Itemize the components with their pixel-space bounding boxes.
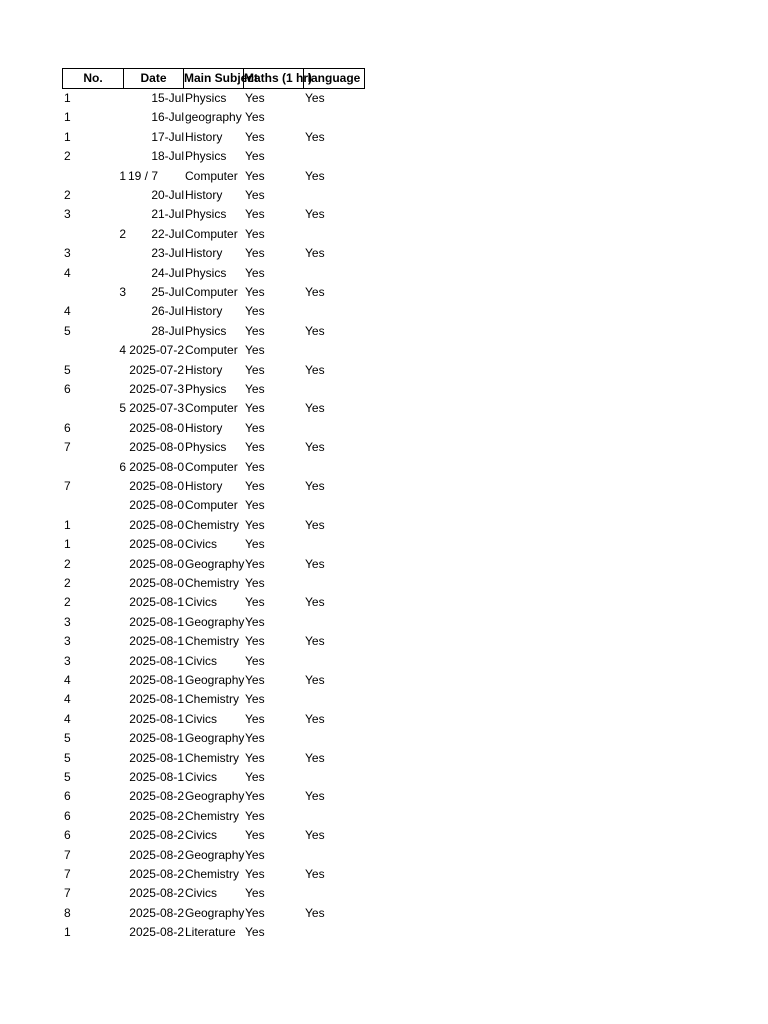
- cell-maths[interactable]: Yes: [245, 246, 265, 261]
- cell-language[interactable]: [305, 884, 365, 903]
- cell-date[interactable]: 24-Jul: [151, 265, 184, 280]
- header-language[interactable]: [303, 68, 365, 89]
- cell-subject[interactable]: Chemistry: [185, 808, 240, 823]
- cell-subject[interactable]: History: [185, 362, 223, 377]
- cell-no[interactable]: 8: [64, 905, 71, 920]
- cell-subject[interactable]: Physics: [185, 207, 227, 222]
- cell-subject[interactable]: Chemistry: [185, 750, 240, 765]
- cell-maths[interactable]: Yes: [245, 750, 265, 765]
- cell-maths[interactable]: Yes: [245, 905, 265, 920]
- table-row[interactable]: [62, 768, 372, 787]
- cell-language[interactable]: [305, 264, 365, 283]
- header-main-subject-label: Main Subject: [184, 71, 259, 85]
- cell-maths[interactable]: Yes: [245, 653, 265, 668]
- cell-no-alt[interactable]: 3: [119, 285, 126, 299]
- cell-no[interactable]: 2: [64, 595, 71, 610]
- cell-no[interactable]: [64, 458, 122, 477]
- cell-no-alt[interactable]: 1: [119, 168, 126, 183]
- cell-maths[interactable]: Yes: [245, 401, 265, 416]
- cell-subject[interactable]: History: [185, 420, 223, 435]
- header-no[interactable]: [62, 68, 124, 89]
- header-maths[interactable]: [243, 68, 313, 89]
- cell-maths[interactable]: Yes: [245, 304, 265, 319]
- cell-date[interactable]: 2025-07-3: [129, 401, 184, 416]
- table-row[interactable]: [62, 205, 372, 224]
- table-row[interactable]: [62, 671, 372, 690]
- cell-maths[interactable]: Yes: [245, 188, 265, 202]
- cell-no[interactable]: 1: [64, 91, 71, 105]
- cell-no[interactable]: 6: [64, 789, 71, 804]
- cell-language[interactable]: Yes: [305, 789, 325, 804]
- cell-date[interactable]: 21-Jul: [151, 207, 184, 222]
- cell-date[interactable]: 2025-07-2: [129, 343, 184, 358]
- cell-subject[interactable]: Geography: [185, 556, 245, 571]
- cell-no[interactable]: 6: [64, 382, 71, 396]
- header-main-subject[interactable]: [183, 68, 259, 89]
- cell-no[interactable]: 1: [64, 517, 71, 532]
- cell-no[interactable]: 4: [64, 692, 71, 707]
- cell-language[interactable]: [305, 729, 365, 748]
- cell-language[interactable]: Yes: [305, 595, 325, 610]
- cell-language[interactable]: Yes: [305, 711, 325, 726]
- table-row[interactable]: [62, 690, 372, 709]
- cell-no[interactable]: [64, 167, 122, 186]
- cell-date[interactable]: 19 / 7: [128, 168, 159, 183]
- cell-date[interactable]: 2025-08-1: [129, 750, 184, 765]
- cell-language[interactable]: [305, 690, 365, 709]
- cell-no[interactable]: 6: [64, 808, 71, 823]
- cell-date[interactable]: 2025-08-0: [129, 440, 184, 455]
- cell-no[interactable]: 6: [64, 420, 71, 435]
- table-row[interactable]: [62, 380, 372, 399]
- cell-date[interactable]: 2025-08-1: [129, 692, 184, 707]
- cell-no[interactable]: 5: [64, 750, 71, 765]
- table-row[interactable]: [62, 904, 372, 923]
- table-row[interactable]: [62, 652, 372, 671]
- cell-language[interactable]: Yes: [305, 673, 325, 687]
- cell-no[interactable]: 5: [64, 323, 71, 338]
- cell-date[interactable]: 2025-07-3: [129, 382, 184, 396]
- cell-date[interactable]: 2025-07-2: [129, 362, 184, 377]
- table-row[interactable]: [62, 108, 372, 127]
- cell-language[interactable]: [305, 768, 365, 787]
- cell-no[interactable]: 1: [64, 925, 71, 940]
- cell-no[interactable]: 1: [64, 537, 71, 552]
- cell-language[interactable]: [305, 846, 365, 865]
- cell-no[interactable]: 3: [64, 653, 71, 668]
- table-row[interactable]: [62, 322, 372, 341]
- header-maths-label: Maths (1 hr): [244, 71, 313, 85]
- table-row[interactable]: [62, 535, 372, 554]
- cell-date[interactable]: 2025-08-1: [129, 614, 184, 629]
- cell-subject[interactable]: Civics: [185, 653, 217, 668]
- cell-no[interactable]: 2: [64, 149, 71, 164]
- cell-subject[interactable]: Geography: [185, 731, 245, 746]
- table-row[interactable]: [62, 807, 372, 826]
- cell-no-alt[interactable]: 2: [119, 226, 126, 241]
- cell-language[interactable]: [305, 380, 365, 399]
- cell-maths[interactable]: Yes: [245, 517, 265, 532]
- cell-subject[interactable]: Computer: [185, 498, 238, 513]
- cell-date[interactable]: 28-Jul: [151, 323, 184, 338]
- cell-subject[interactable]: Civics: [185, 770, 217, 784]
- cell-maths[interactable]: Yes: [245, 459, 265, 474]
- table-row[interactable]: [62, 302, 372, 321]
- table-row[interactable]: [62, 923, 372, 942]
- cell-no[interactable]: 5: [64, 770, 71, 784]
- table-row[interactable]: [62, 458, 372, 477]
- cell-language[interactable]: Yes: [305, 750, 325, 765]
- cell-language[interactable]: Yes: [305, 479, 325, 493]
- cell-subject[interactable]: Computer: [185, 285, 238, 299]
- cell-maths[interactable]: Yes: [245, 556, 265, 571]
- cell-no[interactable]: 2: [64, 576, 71, 590]
- cell-subject[interactable]: Physics: [185, 382, 227, 396]
- cell-no[interactable]: 4: [64, 265, 71, 280]
- cell-subject[interactable]: geography: [185, 110, 242, 125]
- cell-language[interactable]: Yes: [305, 517, 325, 532]
- cell-subject[interactable]: History: [185, 246, 223, 261]
- table-row[interactable]: [62, 884, 372, 903]
- cell-maths[interactable]: Yes: [245, 362, 265, 377]
- header-date-label: Date: [140, 71, 167, 85]
- cell-no[interactable]: 1: [64, 129, 71, 144]
- cell-maths[interactable]: Yes: [245, 110, 265, 125]
- table-row[interactable]: [62, 264, 372, 283]
- cell-subject[interactable]: Computer: [185, 401, 238, 416]
- cell-maths[interactable]: Yes: [245, 91, 265, 105]
- cell-language[interactable]: Yes: [305, 246, 325, 261]
- cell-date[interactable]: 2025-08-2: [129, 808, 184, 823]
- cell-no[interactable]: 7: [64, 440, 71, 455]
- cell-maths[interactable]: Yes: [245, 440, 265, 455]
- table-row[interactable]: [62, 477, 372, 496]
- cell-maths[interactable]: Yes: [245, 323, 265, 338]
- cell-maths[interactable]: Yes: [245, 711, 265, 726]
- cell-subject[interactable]: Physics: [185, 149, 227, 164]
- cell-maths[interactable]: Yes: [245, 343, 265, 358]
- cell-language[interactable]: [305, 186, 365, 205]
- cell-maths[interactable]: Yes: [245, 925, 265, 940]
- cell-maths[interactable]: Yes: [245, 420, 265, 435]
- cell-subject[interactable]: History: [185, 304, 223, 319]
- table-row[interactable]: [62, 710, 372, 729]
- cell-language[interactable]: [305, 341, 365, 360]
- cell-language[interactable]: Yes: [305, 634, 325, 649]
- cell-subject[interactable]: Literature: [185, 925, 236, 940]
- cell-subject[interactable]: Computer: [185, 226, 238, 241]
- cell-subject[interactable]: History: [185, 188, 223, 202]
- cell-no[interactable]: 4: [64, 673, 71, 687]
- cell-language[interactable]: Yes: [305, 362, 325, 377]
- cell-subject[interactable]: Computer: [185, 343, 238, 358]
- cell-no[interactable]: 3: [64, 207, 71, 222]
- table-row[interactable]: [62, 399, 372, 418]
- table-row[interactable]: [62, 593, 372, 612]
- cell-date[interactable]: 2025-08-1: [129, 653, 184, 668]
- cell-date[interactable]: 2025-08-2: [129, 847, 184, 862]
- cell-no-alt[interactable]: 4: [119, 343, 126, 358]
- table-row[interactable]: [62, 244, 372, 263]
- cell-date[interactable]: 20-Jul: [151, 188, 184, 202]
- cell-date[interactable]: 23-Jul: [151, 246, 184, 261]
- cell-no[interactable]: 2: [64, 188, 71, 202]
- cell-subject[interactable]: Physics: [185, 91, 227, 105]
- cell-language[interactable]: [305, 496, 365, 515]
- cell-language[interactable]: Yes: [305, 905, 325, 920]
- cell-language[interactable]: [305, 652, 365, 671]
- table-row[interactable]: [62, 632, 372, 651]
- table-row[interactable]: [62, 147, 372, 166]
- cell-date[interactable]: 2025-08-0: [129, 459, 184, 474]
- cell-date[interactable]: 2025-08-1: [129, 770, 184, 784]
- table-row[interactable]: [62, 749, 372, 768]
- cell-language[interactable]: [305, 108, 365, 127]
- cell-language[interactable]: Yes: [305, 323, 325, 338]
- cell-language[interactable]: Yes: [305, 168, 325, 183]
- cell-no[interactable]: 1: [64, 110, 71, 125]
- table-row[interactable]: [62, 787, 372, 806]
- table-row[interactable]: [62, 613, 372, 632]
- cell-subject[interactable]: Geography: [185, 789, 245, 804]
- cell-subject[interactable]: Geography: [185, 614, 245, 629]
- table-row[interactable]: [62, 574, 372, 593]
- cell-date[interactable]: 2025-08-2: [129, 886, 184, 901]
- cell-date[interactable]: 2025-08-2: [129, 867, 184, 881]
- cell-maths[interactable]: Yes: [245, 847, 265, 862]
- cell-no[interactable]: 7: [64, 886, 71, 901]
- cell-maths[interactable]: Yes: [245, 382, 265, 396]
- cell-date[interactable]: 2025-08-1: [129, 731, 184, 746]
- cell-date[interactable]: 22-Jul: [151, 226, 184, 241]
- cell-language[interactable]: Yes: [305, 207, 325, 222]
- cell-no[interactable]: [64, 283, 122, 302]
- cell-no[interactable]: 4: [64, 711, 71, 726]
- cell-date[interactable]: 2025-08-0: [129, 498, 184, 513]
- cell-maths[interactable]: Yes: [245, 867, 265, 881]
- cell-no[interactable]: [64, 496, 122, 515]
- cell-maths[interactable]: Yes: [245, 479, 265, 493]
- cell-date[interactable]: 16-Jul: [151, 110, 184, 125]
- cell-date[interactable]: 2025-08-2: [129, 925, 184, 940]
- cell-maths[interactable]: Yes: [245, 129, 265, 144]
- cell-date[interactable]: 2025-08-1: [129, 634, 184, 649]
- header-no-label: No.: [83, 71, 103, 85]
- cell-maths[interactable]: Yes: [245, 789, 265, 804]
- cell-date[interactable]: 2025-08-0: [129, 537, 184, 552]
- cell-date[interactable]: 2025-08-1: [129, 595, 184, 610]
- cell-language[interactable]: Yes: [305, 440, 325, 455]
- cell-maths[interactable]: Yes: [245, 168, 265, 183]
- cell-language[interactable]: Yes: [305, 828, 325, 843]
- cell-subject[interactable]: Chemistry: [185, 517, 240, 532]
- cell-maths[interactable]: Yes: [245, 808, 265, 823]
- cell-no[interactable]: 7: [64, 479, 71, 493]
- table-row[interactable]: [62, 89, 372, 108]
- table-row[interactable]: [62, 516, 372, 535]
- table-row[interactable]: [62, 438, 372, 457]
- cell-language[interactable]: Yes: [305, 285, 325, 299]
- cell-date[interactable]: 2025-08-2: [129, 905, 184, 920]
- cell-no[interactable]: 6: [64, 828, 71, 843]
- cell-no[interactable]: 7: [64, 867, 71, 881]
- cell-language[interactable]: [305, 419, 365, 438]
- cell-subject[interactable]: Geography: [185, 847, 245, 862]
- cell-subject[interactable]: Chemistry: [185, 867, 240, 881]
- cell-subject[interactable]: Civics: [185, 595, 217, 610]
- cell-maths[interactable]: Yes: [245, 634, 265, 649]
- table-row[interactable]: [62, 225, 372, 244]
- cell-date[interactable]: 18-Jul: [151, 149, 184, 164]
- cell-language[interactable]: [305, 458, 365, 477]
- cell-date[interactable]: 2025-08-0: [129, 556, 184, 571]
- cell-subject[interactable]: Civics: [185, 828, 217, 843]
- cell-date[interactable]: 2025-08-1: [129, 711, 184, 726]
- cell-maths[interactable]: Yes: [245, 731, 265, 746]
- cell-date[interactable]: 2025-08-0: [129, 420, 184, 435]
- table-row[interactable]: [62, 128, 372, 147]
- cell-subject[interactable]: History: [185, 129, 223, 144]
- cell-no-alt[interactable]: 6: [119, 459, 126, 474]
- cell-maths[interactable]: Yes: [245, 614, 265, 629]
- cell-no[interactable]: 3: [64, 634, 71, 649]
- cell-no[interactable]: 5: [64, 362, 71, 377]
- cell-date[interactable]: 15-Jul: [151, 91, 184, 105]
- cell-language[interactable]: [305, 807, 365, 826]
- cell-subject[interactable]: Chemistry: [185, 692, 240, 707]
- table-row[interactable]: [62, 167, 372, 186]
- table-row[interactable]: [62, 419, 372, 438]
- cell-no-alt[interactable]: 5: [119, 401, 126, 416]
- cell-language[interactable]: Yes: [305, 867, 325, 881]
- cell-subject[interactable]: Geography: [185, 673, 245, 687]
- cell-date[interactable]: 2025-08-2: [129, 789, 184, 804]
- cell-subject[interactable]: Computer: [185, 168, 238, 183]
- cell-maths[interactable]: Yes: [245, 149, 265, 164]
- cell-maths[interactable]: Yes: [245, 595, 265, 610]
- table-row[interactable]: [62, 729, 372, 748]
- cell-subject[interactable]: Civics: [185, 537, 217, 552]
- cell-language[interactable]: [305, 923, 365, 942]
- cell-subject[interactable]: Civics: [185, 711, 217, 726]
- cell-subject[interactable]: Chemistry: [185, 576, 240, 590]
- cell-no[interactable]: 4: [64, 304, 71, 319]
- cell-date[interactable]: 25-Jul: [151, 285, 184, 299]
- cell-no[interactable]: [64, 341, 122, 360]
- cell-date[interactable]: 2025-08-2: [129, 828, 184, 843]
- cell-language[interactable]: Yes: [305, 556, 325, 571]
- table-row[interactable]: [62, 826, 372, 845]
- cell-date[interactable]: 26-Jul: [151, 304, 184, 319]
- cell-date[interactable]: 2025-08-0: [129, 517, 184, 532]
- cell-maths[interactable]: Yes: [245, 498, 265, 513]
- cell-date[interactable]: 17-Jul: [151, 129, 184, 144]
- cell-language[interactable]: [305, 535, 365, 554]
- cell-language[interactable]: [305, 613, 365, 632]
- table-row[interactable]: [62, 341, 372, 360]
- cell-maths[interactable]: Yes: [245, 886, 265, 901]
- cell-maths[interactable]: Yes: [245, 265, 265, 280]
- cell-no[interactable]: 7: [64, 847, 71, 862]
- table-row[interactable]: [62, 555, 372, 574]
- cell-maths[interactable]: Yes: [245, 576, 265, 590]
- cell-no[interactable]: 2: [64, 556, 71, 571]
- cell-date[interactable]: 2025-08-1: [129, 673, 184, 687]
- cell-subject[interactable]: Computer: [185, 459, 238, 474]
- cell-maths[interactable]: Yes: [245, 207, 265, 222]
- cell-no[interactable]: [64, 399, 122, 418]
- table-row[interactable]: [62, 865, 372, 884]
- cell-language[interactable]: Yes: [305, 91, 325, 105]
- cell-subject[interactable]: Chemistry: [185, 634, 240, 649]
- cell-maths[interactable]: Yes: [245, 226, 265, 241]
- cell-maths[interactable]: Yes: [245, 537, 265, 552]
- cell-maths[interactable]: Yes: [245, 673, 265, 687]
- cell-no[interactable]: [64, 225, 122, 244]
- cell-language[interactable]: [305, 302, 365, 321]
- cell-no[interactable]: 3: [64, 614, 71, 629]
- cell-no[interactable]: 5: [64, 731, 71, 746]
- cell-maths[interactable]: Yes: [245, 285, 265, 299]
- table-row[interactable]: [62, 283, 372, 302]
- cell-subject[interactable]: Physics: [185, 265, 227, 280]
- cell-subject[interactable]: Physics: [185, 440, 227, 455]
- cell-subject[interactable]: Geography: [185, 905, 245, 920]
- cell-maths[interactable]: Yes: [245, 692, 265, 707]
- cell-maths[interactable]: Yes: [245, 828, 265, 843]
- cell-no[interactable]: 3: [64, 246, 71, 261]
- cell-subject[interactable]: Civics: [185, 886, 217, 901]
- table-row[interactable]: [62, 496, 372, 515]
- cell-language[interactable]: Yes: [305, 401, 325, 416]
- cell-date[interactable]: 2025-08-0: [129, 479, 184, 493]
- cell-maths[interactable]: Yes: [245, 770, 265, 784]
- cell-subject[interactable]: Physics: [185, 323, 227, 338]
- header-language-label: language: [307, 71, 361, 85]
- table-row[interactable]: [62, 361, 372, 380]
- cell-date[interactable]: 2025-08-0: [129, 576, 184, 590]
- table-row[interactable]: [62, 846, 372, 865]
- cell-language[interactable]: [305, 574, 365, 593]
- header-date[interactable]: [123, 68, 184, 89]
- cell-language[interactable]: [305, 147, 365, 166]
- table-row[interactable]: [62, 186, 372, 205]
- cell-language[interactable]: [305, 225, 365, 244]
- cell-subject[interactable]: History: [185, 479, 223, 493]
- cell-language[interactable]: Yes: [305, 129, 325, 144]
